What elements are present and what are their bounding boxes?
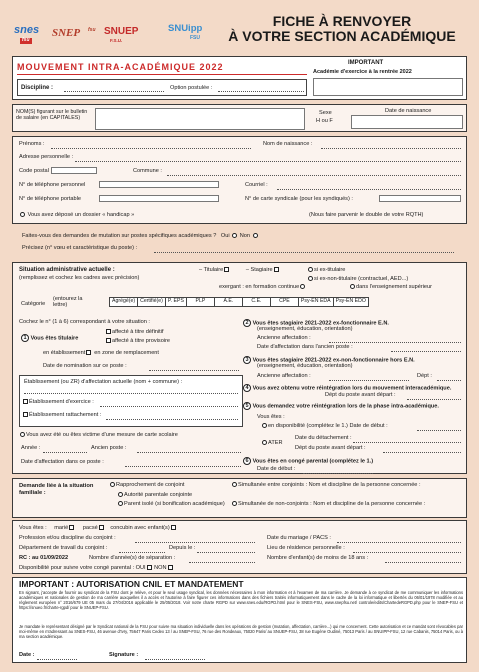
handicap-label: Vous avez déposé un dossier « handicap » <box>27 212 135 218</box>
exergant-radio[interactable] <box>300 284 305 289</box>
s6-sub: Date de début : <box>257 466 296 472</box>
etab-rattach-checkbox[interactable] <box>23 412 28 417</box>
precisez-input[interactable] <box>154 252 454 253</box>
s1-a-label: affecté à titre définitif <box>112 329 164 335</box>
important-title: IMPORTANT <box>348 60 384 66</box>
movement-title: MOUVEMENT INTRA-ACADÉMIQUE 2022 <box>17 62 224 72</box>
snep-sub: fsu <box>88 27 96 33</box>
s1-e-input[interactable] <box>149 370 239 371</box>
s4-input[interactable] <box>407 399 461 400</box>
profession-input[interactable] <box>135 542 255 543</box>
tel-port-label: N° de téléphone portable <box>19 196 81 202</box>
s6-title: Vous êtes en congé parental (complétez le 1.) <box>252 458 374 465</box>
categorie-label: Catégorie <box>21 301 46 307</box>
opt1-row <box>109 482 184 488</box>
titulaire-label: – Titulaire <box>199 267 224 273</box>
simult-non-label: Simultanée de non-conjoints : Nom et discipline de la personne concernée : <box>238 501 426 507</box>
dispo-non-label: NON <box>154 565 167 571</box>
carte-syndicale-field[interactable] <box>379 195 461 202</box>
categorie-certifie[interactable]: Certifié(e) <box>138 298 166 307</box>
s5-b-label: Date du détachement : <box>295 435 352 441</box>
concubin-checkbox[interactable] <box>171 525 176 530</box>
rc-label: RC : au 01/09/2022 <box>19 555 69 561</box>
s3-a-input[interactable] <box>329 380 409 381</box>
tel-perso-field[interactable] <box>99 181 219 188</box>
stagiaire-label: – Stagiaire <box>245 267 273 273</box>
s5-ater-label: ATER <box>268 440 283 446</box>
situation-5 <box>243 402 439 410</box>
simult-ent-row <box>231 482 421 488</box>
carte-syndicale-label: N° de carte syndicale (pour les syndiqués) : <box>245 196 353 202</box>
identity-box <box>12 104 467 132</box>
nb-annees-label: Nombre d'année(s) de séparation : <box>89 555 176 561</box>
nom-label: NOM(S) figurant sur le bulletin de salaire (en CAPITALES) <box>16 109 88 122</box>
snep-logo: SNEP <box>52 27 81 39</box>
dispo-row <box>19 565 174 571</box>
situation-box <box>12 262 467 474</box>
handicap-row <box>19 212 134 218</box>
family-box <box>12 520 467 574</box>
s1-b-row <box>105 338 170 344</box>
s2-a-input[interactable] <box>329 342 461 343</box>
marie-label: marié <box>54 525 69 531</box>
specifique-row <box>22 233 259 239</box>
prenoms-input[interactable] <box>51 148 251 149</box>
si-ex-tit-label: si ex-titulaire <box>314 267 346 273</box>
sexe-label: Sexe <box>319 110 332 116</box>
etab-input[interactable] <box>24 393 238 394</box>
etab-rattach-label: Établissement rattachement : <box>29 412 102 418</box>
opt1-radio[interactable] <box>110 482 115 487</box>
lieu-residence-label: Lieu de résidence personnelle : <box>267 545 345 551</box>
s5-a-label: en disponibilité (complétez le 1.) Date de début : <box>268 423 388 429</box>
situation-title: Situation administrative actuelle : <box>19 267 115 273</box>
concubin-label: concubin avec enfant(s) <box>110 525 170 531</box>
prenoms-label: Prénoms : <box>19 141 45 147</box>
sexe-options: H ou F <box>316 118 333 124</box>
mesure-label: Vous avez été ou êtes victime d'une mesure de carte scolaire <box>26 432 178 438</box>
titulaire-checkbox[interactable] <box>224 267 229 272</box>
categorie-plp[interactable]: PLP <box>186 298 214 307</box>
etab-exercice-label: Établissement d'exercice : <box>29 399 94 405</box>
cnil-date-input[interactable] <box>37 659 77 660</box>
specifique-oui: Oui <box>220 233 230 239</box>
cnil-paragraph-1: En signant, j'accepte de fournir au syndicat de la FSU dont je relève, et pour le seul usage syndical, les données nécessaires à mon information et à l'examen de ma carrière. Je demande à ce syndicat de me communiquer les informations académiques et nationales de gestion de ma carrière auxquelles il a accès et l'autorise à faire figurer ces informations dans des fichiers traités informatiquement dans le cadre de la loi informatique et libertés du 06/01/1978 modifiée et au règlement européen n° 2016/679 UE 05 mars du 27/04/2016 applicable le 25/05/2018. Voir notre charte RGPD sur www.snes.edu/RGPD.html pour le SNES-FSU, www.snepfsu.net/ controle/edits/ChartedeRGPD.php pour le SNEP-FSU et https://snueo.fr/charte-rgpd/ pour le SNUEP-FSU. <box>19 590 463 610</box>
ancien-poste-label: Ancien poste : <box>91 445 127 451</box>
opt1-label: Rapprochement de conjoint <box>116 482 185 488</box>
dept-travail-input[interactable] <box>119 552 165 553</box>
titulaire-option <box>199 267 280 273</box>
s5-b-input[interactable] <box>353 442 461 443</box>
categorie-note: (entourez la lettre) <box>53 296 83 309</box>
handicap-radio[interactable] <box>20 212 25 217</box>
opt2-radio[interactable] <box>118 492 123 497</box>
s1-a-row <box>105 329 164 335</box>
date-mariage-input[interactable] <box>337 542 461 543</box>
nom-naissance-input[interactable] <box>321 148 461 149</box>
code-postal-field[interactable] <box>51 167 97 174</box>
pacse-label: pacsé <box>82 525 98 531</box>
s5-a-input[interactable] <box>417 430 461 431</box>
categorie-psy-edo[interactable]: Psy-ÉN EDO <box>333 298 368 307</box>
date-affect-input[interactable] <box>125 466 241 467</box>
simult-non-radio[interactable] <box>232 501 237 506</box>
s5-title: Vous demandez votre réintégration lors de la phase intra-académique. <box>252 403 439 410</box>
rapprochement-title: Demande liée à la situation familiale : <box>19 483 94 496</box>
s1-c-row <box>43 350 159 356</box>
si-ex-tit <box>307 267 345 273</box>
snuep-logo: SNUEP <box>104 26 139 37</box>
courriel-label: Courriel : <box>245 182 268 188</box>
adresse-input[interactable] <box>75 161 461 162</box>
snuep-sub: F.S.U. <box>110 38 123 43</box>
dept-travail-label: Département de travail du conjoint : <box>19 545 108 551</box>
simult-ent-label: Simultanée entre conjoints : Nom et discipline de la personne concernée : <box>238 482 421 488</box>
s2-sub: (enseignement, éducation, orientation) <box>257 326 353 332</box>
exergant-row <box>219 284 306 290</box>
s3-a-label: Ancienne affectation : <box>257 373 311 379</box>
si-ex-tit-radio[interactable] <box>308 267 313 272</box>
movement-box <box>12 56 467 100</box>
situation-6 <box>243 457 373 465</box>
nb-enfants-label: Nombre d'enfant(s) de moins de 18 ans : <box>267 555 369 561</box>
cnil-signature-input[interactable] <box>145 659 205 660</box>
nb-enfants-input[interactable] <box>385 562 461 563</box>
cnil-box <box>12 577 467 663</box>
cnil-signature-label: Signature : <box>109 652 139 658</box>
categorie-cpe[interactable]: CPE <box>270 298 298 307</box>
specifique-non: Non <box>239 233 251 239</box>
movement-title-underline <box>17 74 307 75</box>
si-ex-non-label: si ex-non-titulaire (contractuel, AED...) <box>314 276 409 282</box>
categorie-ce[interactable]: C.E. <box>242 298 270 307</box>
categorie-ae[interactable]: A.E. <box>214 298 242 307</box>
option-label: Option postulée : <box>170 85 213 91</box>
nom-naissance-label: Nom de naissance : <box>263 141 313 147</box>
option-input[interactable] <box>218 91 304 92</box>
si-ex-non <box>307 276 408 282</box>
snes-sub: fsu <box>22 37 30 43</box>
specifique-question: Faites-vous des demandes de mutation sur postes spécifiques académiques ? <box>22 233 217 239</box>
ancien-poste-input[interactable] <box>137 452 241 453</box>
s5-a-row <box>261 423 388 429</box>
page-title <box>222 14 462 44</box>
categorie-table <box>109 297 369 307</box>
situation-1-title: Vous êtes titulaire <box>30 335 79 342</box>
logo-bar <box>14 22 214 52</box>
s1-c-checkbox[interactable] <box>86 350 91 355</box>
precisez-label: Précisez (n° vœu et caractéristique du poste) : <box>22 245 138 251</box>
s3-sub: (enseignement, éducation, orientation) <box>257 363 353 369</box>
title-line-2: À VOTRE SECTION ACADÉMIQUE <box>228 28 456 44</box>
categorie-peps[interactable]: P. EPS <box>165 298 186 307</box>
opt2-row <box>117 492 192 498</box>
situation-3-number[interactable]: 3 <box>243 356 251 364</box>
ens-sup-radio[interactable] <box>350 284 355 289</box>
s4-title: Vous avez obtenu votre réintégration lors du mouvement interacadémique. <box>252 385 452 392</box>
situation-6-number[interactable]: 6 <box>243 457 251 465</box>
s5-a-radio[interactable] <box>262 423 267 428</box>
situation-1 <box>21 334 78 342</box>
lieu-residence-input[interactable] <box>353 552 461 553</box>
exergant-label: exergant : en formation continue <box>219 284 300 290</box>
snuipp-sub: FSU <box>190 35 200 41</box>
academie-field[interactable] <box>313 78 463 96</box>
tel-port-field[interactable] <box>99 195 219 202</box>
ens-sup-label: dans l'enseignement supérieur <box>356 284 433 290</box>
etab-box <box>19 375 243 427</box>
specifique-oui-radio[interactable] <box>232 233 237 238</box>
pacse-checkbox[interactable] <box>99 525 104 530</box>
courriel-input[interactable] <box>277 189 461 190</box>
situation-2-number[interactable]: 2 <box>243 319 251 327</box>
simult-ent-radio[interactable] <box>232 482 237 487</box>
si-ex-non-radio[interactable] <box>308 276 313 281</box>
commune-input[interactable] <box>167 175 461 176</box>
s3-dept-input[interactable] <box>437 380 461 381</box>
date-affect-label: Date d'affectation dans ce poste : <box>21 459 104 465</box>
depuis-label: Depuis le : <box>169 545 196 551</box>
specifique-non-radio[interactable] <box>253 233 258 238</box>
discipline-input[interactable] <box>64 91 164 92</box>
dispo-label: Disponibilité pour suivre votre congé parental : OUI <box>19 565 146 571</box>
opt3-row <box>117 501 225 507</box>
dispo-non-checkbox[interactable] <box>168 565 173 570</box>
situation-4-number[interactable]: 4 <box>243 384 251 392</box>
opt3-radio[interactable] <box>118 501 123 506</box>
situation-5-number[interactable]: 5 <box>243 402 251 410</box>
opt3-label: Parent isolé (si bonification académique) <box>124 501 225 507</box>
s1-c-label: en établissement <box>43 350 86 356</box>
s1-d-label: en zone de remplacement <box>94 350 159 356</box>
etab-rattach-input[interactable] <box>106 419 238 420</box>
cnil-date-label: Date : <box>19 652 35 658</box>
cnil-title: IMPORTANT : AUTORISATION CNIL ET MANDATEMENT <box>19 579 244 589</box>
mesure-row <box>19 432 178 438</box>
s5-c-input[interactable] <box>383 452 461 453</box>
discipline-row <box>17 79 307 96</box>
adresse-label: Adresse personnelle : <box>19 154 74 160</box>
opt2-label: Autorité parentale conjointe <box>124 492 193 498</box>
s4-sub: Dépt du poste avant départ : <box>325 392 396 398</box>
rapprochement-box <box>12 478 467 518</box>
ens-sup-row <box>349 284 432 290</box>
tel-perso-label: N° de téléphone personnel <box>19 182 86 188</box>
situation-subtitle: (remplissez et cochez les cadres avec précision) <box>19 275 140 281</box>
depuis-input[interactable] <box>197 552 255 553</box>
dispo-oui-checkbox[interactable] <box>147 565 152 570</box>
s2-a-label: Ancienne affectation : <box>257 335 311 341</box>
etab-exercice-input[interactable] <box>100 406 238 407</box>
handicap-note: (Nous faire parvenir le double de votre RQTH) <box>309 212 424 218</box>
s1-b-checkbox[interactable] <box>106 338 111 343</box>
situation-4 <box>243 384 451 392</box>
s3-title: Vous êtes stagiaire 2021-2022 ex-non-fonctionnaire hors E.N. <box>252 357 415 364</box>
mesure-radio[interactable] <box>20 432 25 437</box>
commune-label: Commune : <box>133 168 162 174</box>
date-mariage-label: Date du mariage / PACS : <box>267 535 331 541</box>
vous-etes-label: Vous êtes : <box>19 525 47 531</box>
categorie-psy-eda[interactable]: Psy-ÉN EDA <box>298 298 333 307</box>
nb-annees-input[interactable] <box>189 562 255 563</box>
stagiaire-checkbox[interactable] <box>274 267 279 272</box>
cochez-label: Cochez le n° (1 à 6) correspondant à votre situation : <box>19 319 150 325</box>
etab-exercice-row <box>22 399 94 405</box>
s2-b-label: Date d'affectation dans l'ancien poste : <box>257 344 353 350</box>
cnil-paragraph-2: Je mandate le représentant désigné par le Syndicat national de la FSU pour suivre ma situation individuelle dans les opérations de gestion (mutation, affectation, carrière...) qui me concernent. Cette autorisation et ce mandat sont révocables par moi-même en m'adressant au SNES-FSU, 46 avenue d'Ivry, 75647 Paris Cedex 13 / au SNEP-FSU, 76 rue des Rondeaux, 75020 Paris/ au SNUEP-FSU, 38 rue Eugène Oudiné, 75013 Paris / au SNUIPP-FSU, 12 rue Cabanis, 75014 Paris, ou à ma section académique. <box>19 624 463 639</box>
situation-1-number[interactable]: 1 <box>21 334 29 342</box>
s5-c-label: Dépt du poste avant départ : <box>295 445 366 451</box>
etab-rattach-row <box>22 412 101 418</box>
s6-input[interactable] <box>303 473 373 474</box>
naissance-field[interactable] <box>351 115 463 129</box>
snuipp-logo: SNUipp <box>168 23 203 34</box>
personal-box <box>12 136 467 224</box>
title-line-1: FICHE À RENVOYER <box>272 13 412 29</box>
etab-label: Établissement (ou ZR) d'affectation actuelle (nom + commune) : <box>24 379 183 385</box>
s5-ater-radio[interactable] <box>262 440 267 445</box>
s5-sub: Vous êtes : <box>257 414 285 420</box>
s2-title: Vous êtes stagiaire 2021-2022 ex-fonctionnaire E.N. <box>252 320 389 327</box>
annee-input[interactable] <box>43 452 87 453</box>
code-postal-label: Code postal <box>19 168 49 174</box>
nom-field[interactable] <box>95 108 305 130</box>
vous-etes-row <box>19 525 177 531</box>
s2-b-input[interactable] <box>391 351 461 352</box>
profession-label: Profession et/ou discipline du conjoint : <box>19 535 116 541</box>
s3-dept-label: Dépt : <box>417 373 432 379</box>
annee-label: Année : <box>21 445 41 451</box>
s5-ater-row <box>261 440 283 446</box>
simult-non-row <box>231 501 425 507</box>
etab-exercice-checkbox[interactable] <box>23 399 28 404</box>
discipline-label: Discipline : <box>21 85 54 91</box>
snes-logo: snes <box>14 24 40 36</box>
naissance-label: Date de naissance <box>385 108 432 114</box>
s1-b-label: affecté à titre provisoire <box>112 338 171 344</box>
s1-e-label: Date de nomination sur ce poste : <box>43 363 127 369</box>
marie-checkbox[interactable] <box>69 525 74 530</box>
s1-a-checkbox[interactable] <box>106 329 111 334</box>
categorie-agrege[interactable]: Agrégé(e) <box>110 298 138 307</box>
important-text: Académie d'exercice à la rentrée 2022 <box>313 69 412 75</box>
prenoms-row <box>19 141 45 147</box>
